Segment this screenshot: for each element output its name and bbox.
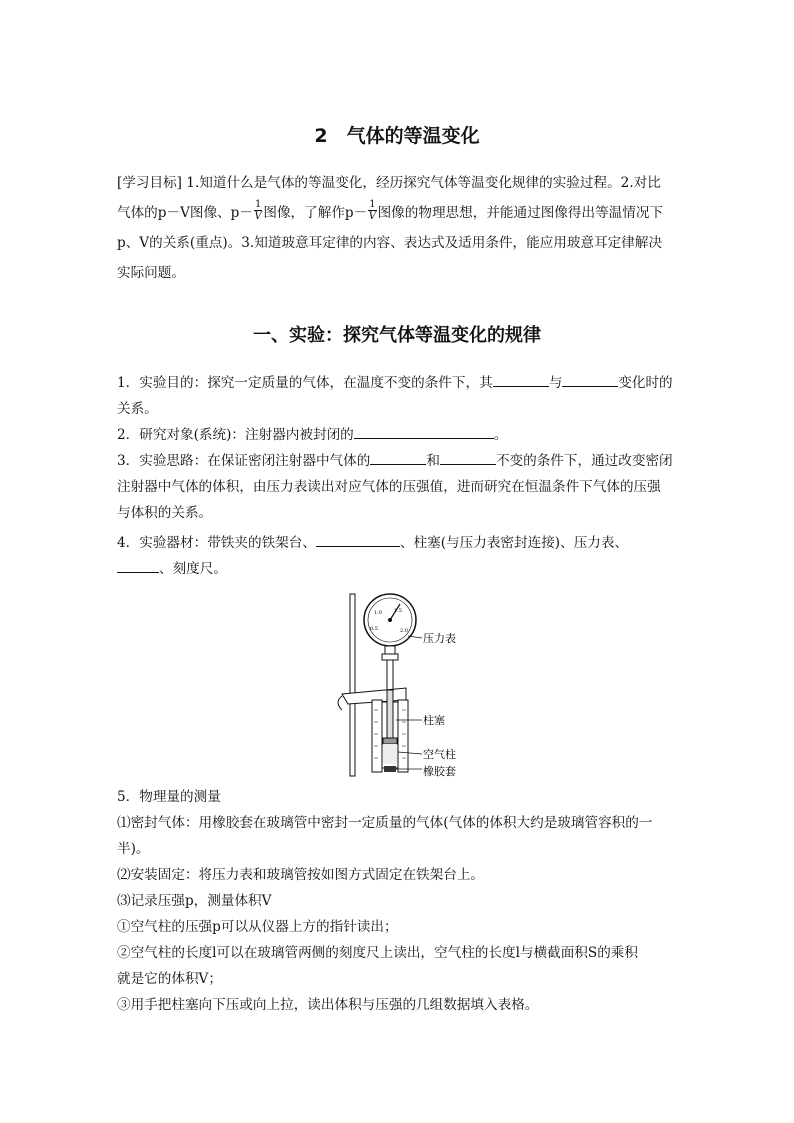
- item-4-cont: 、刻度尺。: [117, 556, 679, 582]
- objectives-text: 气体的p－V图像、p－: [117, 205, 253, 221]
- blank: [316, 532, 400, 547]
- item-1-cont: 关系。: [117, 401, 158, 417]
- blank: [354, 424, 494, 439]
- measure-circled-2: ②空气柱的长度l可以在玻璃管两侧的刻度尺上读出，空气柱的长度l与横截面积S的乘积: [117, 945, 638, 961]
- rubber-cap: [384, 766, 396, 772]
- measure-step-2: ⑵安装固定：将压力表和玻璃管按如图方式固定在铁架台上。: [117, 867, 485, 883]
- blank: [370, 450, 426, 465]
- objectives-line-1: [117, 168, 679, 198]
- blank: [493, 372, 549, 387]
- label-gauge: 压力表: [423, 632, 456, 645]
- measurement-section: [117, 784, 679, 1018]
- air-column: [383, 744, 397, 764]
- gauge-tick-label: 1.5: [394, 608, 402, 614]
- label-air-column: 空气柱: [423, 748, 456, 761]
- objectives-tag: [学习目标]: [117, 175, 182, 191]
- learning-objectives: [117, 168, 679, 288]
- measure-circled-3: ③用手把柱塞向下压或向上拉，读出体积与压强的几组数据填入表格。: [117, 997, 539, 1013]
- objectives-text: 图像，了解作: [263, 205, 345, 221]
- measure-circled-2-cont: 就是它的体积V；: [117, 971, 222, 987]
- fraction-1-over-v: $\frac{1}{V}$: [254, 199, 262, 222]
- blank: [562, 372, 618, 387]
- fraction-1-over-v: $\frac{1}{V}$: [368, 199, 377, 222]
- experiment-items: [117, 370, 679, 582]
- blank: [117, 558, 159, 573]
- measure-step-1-cont: 半)。: [117, 841, 150, 857]
- item-3-cont: 与体积的关系。: [117, 505, 213, 521]
- item-3: 3．实验思路：在保证密闭注射器中气体的 和 不变的条件下，通过改变密闭: [117, 448, 679, 474]
- measure-circled-1: ①空气柱的压强p可以从仪器上方的指针读出；: [117, 919, 398, 935]
- objectives-text: p－: [344, 205, 368, 221]
- label-plunger: 柱塞: [423, 714, 445, 727]
- measure-heading: 5．物理量的测量: [117, 789, 221, 805]
- item-1: 1．实验目的：探究一定质量的气体，在温度不变的条件下，其 与 变化时的: [117, 370, 679, 396]
- label-rubber-cap: 橡胶套: [423, 765, 456, 778]
- measure-step-3: ⑶记录压强p，测量体积V: [117, 893, 272, 909]
- blank: [440, 450, 496, 465]
- gauge-tick-label: 2.0: [400, 628, 408, 634]
- apparatus-figure: [330, 592, 470, 782]
- page-title: 2 气体的等温变化: [314, 125, 480, 147]
- objectives-text: 1.知道什么是气体的等温变化，经历探究气体等温变化规律的实验过程。2.对比: [181, 175, 661, 191]
- gauge-tick-label: 1.0: [374, 610, 382, 616]
- objectives-line-4: 实际问题。: [117, 265, 185, 281]
- item-3-cont: 注射器中气体的体积，由压力表读出对应气体的压强值，进而研究在恒温条件下气体的压强: [117, 479, 661, 495]
- section-title: 一、实验：探究气体等温变化的规律: [253, 325, 541, 346]
- item-2: 2．研究对象(系统)：注射器内被封闭的 。: [117, 422, 679, 448]
- measure-step-1: ⑴密封气体：用橡胶套在玻璃管中密封一定质量的气体(气体的体积大约是玻璃管容积的一: [117, 815, 653, 831]
- objectives-text: 图像的物理思想，并能通过图像得出等温情况下: [377, 205, 664, 221]
- plunger: [383, 738, 397, 744]
- objectives-line-3: p、V的关系(重点)。3.知道玻意耳定律的内容、表达式及适用条件，能应用玻意耳定律解决: [117, 235, 663, 251]
- gauge-tick-label: 0.5: [370, 626, 378, 632]
- item-4: 4．实验器材：带铁夹的铁架台、 、柱塞(与压力表密封连接)、压力表、: [117, 530, 679, 556]
- objectives-line-2: [117, 198, 679, 228]
